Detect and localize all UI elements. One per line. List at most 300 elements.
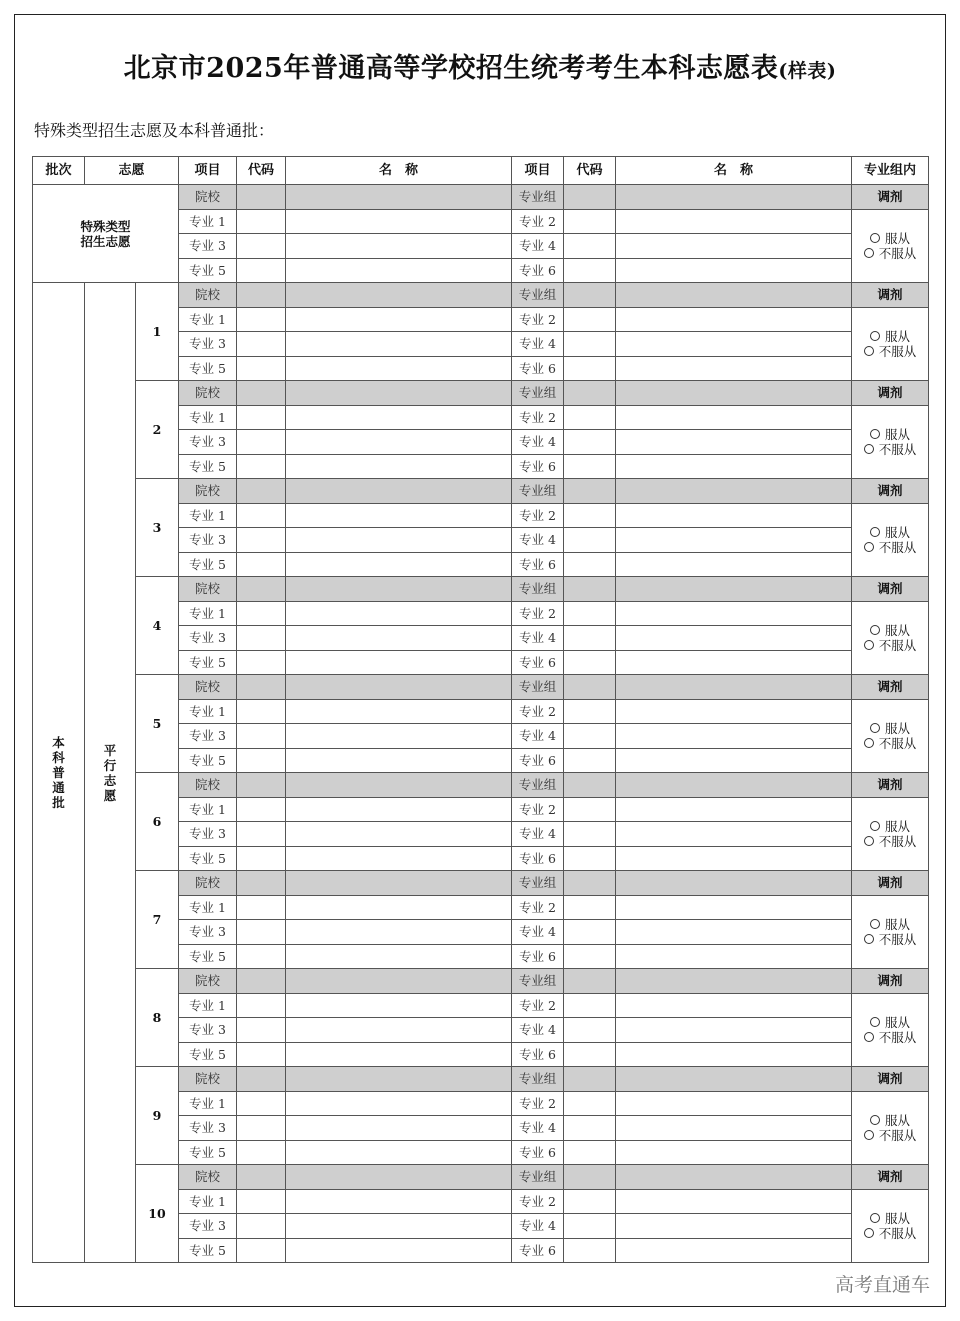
name-input-left[interactable] [286, 503, 512, 528]
name-input-right[interactable] [616, 601, 852, 626]
adjust-label: 调剂 [852, 969, 929, 994]
choice-number: 3 [136, 479, 179, 577]
name-input-right[interactable] [616, 846, 852, 871]
item-label-left: 专业 5 [179, 356, 237, 381]
radio-circle-icon[interactable] [870, 331, 880, 341]
header-batch: 批次 [33, 157, 85, 185]
option-not-obey[interactable] [852, 834, 928, 849]
choice-row [33, 969, 929, 994]
name-input-right[interactable] [616, 479, 852, 504]
batch-label [33, 283, 85, 1263]
name-input-left[interactable] [286, 234, 512, 259]
name-input-left[interactable] [286, 381, 512, 406]
name-input-left[interactable] [286, 479, 512, 504]
option-not-obey[interactable] [852, 638, 928, 653]
code-input-left[interactable] [237, 1091, 286, 1116]
code-input-left[interactable] [237, 1140, 286, 1165]
code-input-left[interactable] [237, 1165, 286, 1190]
option-not-obey[interactable] [852, 246, 928, 261]
name-input-left[interactable] [286, 1091, 512, 1116]
option-not-obey[interactable] [852, 344, 928, 359]
option-obey[interactable] [852, 427, 928, 442]
option-obey[interactable] [852, 917, 928, 932]
code-input-left[interactable] [237, 454, 286, 479]
name-input-right[interactable] [616, 797, 852, 822]
option-not-obey-label: 不服从 [878, 1127, 917, 1143]
option-not-obey-label: 不服从 [878, 931, 917, 947]
radio-circle-icon[interactable] [864, 1228, 874, 1238]
name-input-right[interactable] [616, 993, 852, 1018]
name-input-right[interactable] [616, 1165, 852, 1190]
item-label-left: 专业 1 [179, 601, 237, 626]
name-input-left[interactable] [286, 552, 512, 577]
item-label-left: 专业 5 [179, 454, 237, 479]
code-input-right[interactable] [564, 381, 616, 406]
code-input-right[interactable] [564, 1091, 616, 1116]
name-input-left[interactable] [286, 209, 512, 234]
choice-row [33, 1165, 929, 1190]
name-input-right[interactable] [616, 528, 852, 553]
code-input-right[interactable] [564, 479, 616, 504]
choice-number: 1 [136, 283, 179, 381]
item-label-right: 专业 6 [512, 650, 564, 675]
name-input-left[interactable] [286, 822, 512, 847]
adjust-label: 调剂 [852, 283, 929, 308]
name-input-left[interactable] [286, 969, 512, 994]
code-input-right[interactable] [564, 185, 616, 210]
name-input-left[interactable] [286, 1214, 512, 1239]
header-choice: 志愿 [85, 157, 179, 185]
name-input-left[interactable] [286, 283, 512, 308]
name-input-right[interactable] [616, 1018, 852, 1043]
option-not-obey[interactable] [852, 932, 928, 947]
name-input-left[interactable] [286, 846, 512, 871]
option-not-obey-label: 不服从 [878, 441, 917, 457]
section-subtitle: 特殊类型招生志愿及本科普通批： [34, 121, 275, 140]
option-not-obey[interactable] [852, 540, 928, 555]
code-input-right[interactable] [564, 993, 616, 1018]
name-input-left[interactable] [286, 773, 512, 798]
name-input-right[interactable] [616, 185, 852, 210]
code-input-right[interactable] [564, 1116, 616, 1141]
name-input-left[interactable] [286, 430, 512, 455]
option-not-obey-label: 不服从 [878, 245, 917, 261]
name-input-right[interactable] [616, 283, 852, 308]
option-not-obey[interactable] [852, 1030, 928, 1045]
item-label-left: 专业 3 [179, 626, 237, 651]
name-input-left[interactable] [286, 307, 512, 332]
name-input-left[interactable] [286, 797, 512, 822]
item-label-right: 专业 4 [512, 724, 564, 749]
name-input-right[interactable] [616, 381, 852, 406]
name-input-right[interactable] [616, 969, 852, 994]
name-input-right[interactable] [616, 650, 852, 675]
code-input-left[interactable] [237, 601, 286, 626]
item-label-left: 专业 3 [179, 332, 237, 357]
code-input-right[interactable] [564, 626, 616, 651]
item-label-right: 专业 6 [512, 748, 564, 773]
code-input-right[interactable] [564, 283, 616, 308]
name-input-left[interactable] [286, 528, 512, 553]
code-input-right[interactable] [564, 258, 616, 283]
code-input-left[interactable] [237, 577, 286, 602]
option-obey[interactable] [852, 1015, 928, 1030]
code-input-left[interactable] [237, 332, 286, 357]
code-input-left[interactable] [237, 650, 286, 675]
name-input-left[interactable] [286, 871, 512, 896]
code-input-right[interactable] [564, 748, 616, 773]
radio-circle-icon[interactable] [864, 248, 874, 258]
item-label-left: 专业 1 [179, 699, 237, 724]
code-input-left[interactable] [237, 822, 286, 847]
code-input-right[interactable] [564, 577, 616, 602]
code-input-right[interactable] [564, 1042, 616, 1067]
code-input-left[interactable] [237, 895, 286, 920]
code-input-right[interactable] [564, 601, 616, 626]
code-input-right[interactable] [564, 920, 616, 945]
item-label-right: 专业组 [512, 577, 564, 602]
item-label-right: 专业 2 [512, 699, 564, 724]
code-input-right[interactable] [564, 871, 616, 896]
choice-row [33, 773, 929, 798]
radio-circle-icon[interactable] [870, 1115, 880, 1125]
option-obey-label: 服从 [885, 818, 911, 834]
name-input-left[interactable] [286, 675, 512, 700]
code-input-left[interactable] [237, 846, 286, 871]
item-label-left: 专业 3 [179, 1018, 237, 1043]
header-name-right: 名 称 [616, 157, 852, 185]
item-label-left: 院校 [179, 675, 237, 700]
name-input-right[interactable] [616, 209, 852, 234]
name-input-left[interactable] [286, 626, 512, 651]
name-input-right[interactable] [616, 258, 852, 283]
name-input-left[interactable] [286, 650, 512, 675]
choice-row [33, 675, 929, 700]
name-input-right[interactable] [616, 1042, 852, 1067]
item-label-left: 专业 1 [179, 209, 237, 234]
radio-circle-icon[interactable] [870, 233, 880, 243]
code-input-right[interactable] [564, 846, 616, 871]
code-input-right[interactable] [564, 234, 616, 259]
name-input-right[interactable] [616, 895, 852, 920]
radio-circle-icon[interactable] [870, 625, 880, 635]
code-input-left[interactable] [237, 1042, 286, 1067]
name-input-left[interactable] [286, 920, 512, 945]
name-input-left[interactable] [286, 454, 512, 479]
batch-label-char: 批 [52, 795, 65, 810]
name-input-right[interactable] [616, 234, 852, 259]
radio-circle-icon[interactable] [864, 444, 874, 454]
name-input-left[interactable] [286, 1042, 512, 1067]
name-input-left[interactable] [286, 724, 512, 749]
name-input-right[interactable] [616, 1238, 852, 1263]
item-label-right: 专业组 [512, 871, 564, 896]
adjust-options [852, 209, 929, 283]
option-obey[interactable] [852, 819, 928, 834]
name-input-right[interactable] [616, 724, 852, 749]
adjust-options [852, 797, 929, 871]
item-label-left: 专业 5 [179, 1140, 237, 1165]
code-input-left[interactable] [237, 1214, 286, 1239]
choice-number: 2 [136, 381, 179, 479]
item-label-left: 专业 3 [179, 234, 237, 259]
name-input-right[interactable] [616, 503, 852, 528]
name-input-left[interactable] [286, 405, 512, 430]
name-input-left[interactable] [286, 993, 512, 1018]
name-input-right[interactable] [616, 1067, 852, 1092]
name-input-left[interactable] [286, 1116, 512, 1141]
adjust-options [852, 503, 929, 577]
item-label-left: 专业 1 [179, 503, 237, 528]
radio-circle-icon[interactable] [864, 1130, 874, 1140]
code-input-left[interactable] [237, 1018, 286, 1043]
name-input-left[interactable] [286, 944, 512, 969]
name-input-left[interactable] [286, 356, 512, 381]
name-input-right[interactable] [616, 822, 852, 847]
option-obey[interactable] [852, 721, 928, 736]
name-input-right[interactable] [616, 552, 852, 577]
item-label-left: 专业 5 [179, 258, 237, 283]
code-input-left[interactable] [237, 234, 286, 259]
name-input-right[interactable] [616, 871, 852, 896]
code-input-right[interactable] [564, 1067, 616, 1092]
name-input-left[interactable] [286, 1018, 512, 1043]
item-label-right: 专业 6 [512, 846, 564, 871]
name-input-right[interactable] [616, 356, 852, 381]
code-input-left[interactable] [237, 405, 286, 430]
item-label-right: 专业 4 [512, 626, 564, 651]
name-input-left[interactable] [286, 577, 512, 602]
name-input-left[interactable] [286, 258, 512, 283]
code-input-right[interactable] [564, 699, 616, 724]
option-not-obey[interactable] [852, 736, 928, 751]
special-row [33, 185, 929, 210]
batch-label-char: 本 [52, 735, 65, 750]
code-input-right[interactable] [564, 773, 616, 798]
header-code-right: 代码 [564, 157, 616, 185]
item-label-right: 专业 4 [512, 528, 564, 553]
name-input-right[interactable] [616, 748, 852, 773]
radio-circle-icon[interactable] [864, 542, 874, 552]
name-input-right[interactable] [616, 307, 852, 332]
option-obey[interactable] [852, 329, 928, 344]
radio-circle-icon[interactable] [870, 1017, 880, 1027]
item-label-right: 专业组 [512, 479, 564, 504]
choice-number: 5 [136, 675, 179, 773]
code-input-left[interactable] [237, 748, 286, 773]
name-input-left[interactable] [286, 601, 512, 626]
name-input-right[interactable] [616, 773, 852, 798]
code-input-left[interactable] [237, 528, 286, 553]
item-label-right: 专业 4 [512, 332, 564, 357]
name-input-right[interactable] [616, 1116, 852, 1141]
name-input-right[interactable] [616, 577, 852, 602]
item-label-left: 专业 3 [179, 920, 237, 945]
radio-circle-icon[interactable] [870, 723, 880, 733]
item-label-right: 专业组 [512, 381, 564, 406]
radio-circle-icon[interactable] [864, 836, 874, 846]
code-input-right[interactable] [564, 332, 616, 357]
item-label-right: 专业 6 [512, 1140, 564, 1165]
code-input-left[interactable] [237, 185, 286, 210]
name-input-left[interactable] [286, 1140, 512, 1165]
code-input-left[interactable] [237, 307, 286, 332]
code-input-right[interactable] [564, 724, 616, 749]
option-obey[interactable] [852, 623, 928, 638]
code-input-right[interactable] [564, 895, 616, 920]
item-label-left: 专业 3 [179, 528, 237, 553]
code-input-left[interactable] [237, 1067, 286, 1092]
radio-circle-icon[interactable] [864, 738, 874, 748]
option-not-obey-label: 不服从 [878, 833, 917, 849]
name-input-right[interactable] [616, 699, 852, 724]
code-input-left[interactable] [237, 1189, 286, 1214]
code-input-right[interactable] [564, 1214, 616, 1239]
code-input-right[interactable] [564, 675, 616, 700]
code-input-right[interactable] [564, 503, 616, 528]
code-input-left[interactable] [237, 258, 286, 283]
code-input-left[interactable] [237, 381, 286, 406]
option-not-obey-label: 不服从 [878, 637, 917, 653]
name-input-left[interactable] [286, 895, 512, 920]
choice-number: 8 [136, 969, 179, 1067]
code-input-right[interactable] [564, 1018, 616, 1043]
option-obey[interactable] [852, 1211, 928, 1226]
name-input-right[interactable] [616, 626, 852, 651]
option-not-obey[interactable] [852, 442, 928, 457]
code-input-left[interactable] [237, 356, 286, 381]
option-obey-label: 服从 [885, 720, 911, 736]
option-obey-label: 服从 [885, 230, 911, 246]
name-input-right[interactable] [616, 1214, 852, 1239]
choice-row [33, 577, 929, 602]
code-input-left[interactable] [237, 1116, 286, 1141]
name-input-right[interactable] [616, 332, 852, 357]
name-input-left[interactable] [286, 748, 512, 773]
code-input-left[interactable] [237, 699, 286, 724]
header-within-group: 专业组内 [852, 157, 929, 185]
code-input-right[interactable] [564, 356, 616, 381]
code-input-left[interactable] [237, 993, 286, 1018]
option-obey-label: 服从 [885, 622, 911, 638]
code-input-right[interactable] [564, 552, 616, 577]
name-input-left[interactable] [286, 1165, 512, 1190]
option-obey[interactable] [852, 525, 928, 540]
name-input-right[interactable] [616, 944, 852, 969]
item-label-left: 专业 1 [179, 1091, 237, 1116]
code-input-left[interactable] [237, 797, 286, 822]
name-input-left[interactable] [286, 1067, 512, 1092]
code-input-left[interactable] [237, 871, 286, 896]
code-input-left[interactable] [237, 209, 286, 234]
code-input-right[interactable] [564, 430, 616, 455]
code-input-right[interactable] [564, 969, 616, 994]
item-label-left: 院校 [179, 773, 237, 798]
code-input-left[interactable] [237, 552, 286, 577]
radio-circle-icon[interactable] [864, 1032, 874, 1042]
code-input-left[interactable] [237, 969, 286, 994]
code-input-left[interactable] [237, 626, 286, 651]
code-input-right[interactable] [564, 1238, 616, 1263]
form-title-suffix: (样表) [778, 60, 837, 82]
radio-circle-icon[interactable] [864, 934, 874, 944]
name-input-right[interactable] [616, 1091, 852, 1116]
code-input-right[interactable] [564, 307, 616, 332]
name-input-left[interactable] [286, 1189, 512, 1214]
radio-circle-icon[interactable] [864, 346, 874, 356]
name-input-right[interactable] [616, 405, 852, 430]
code-input-right[interactable] [564, 797, 616, 822]
name-input-right[interactable] [616, 430, 852, 455]
special-type-label [33, 185, 179, 283]
name-input-right[interactable] [616, 920, 852, 945]
item-label-right: 专业 4 [512, 430, 564, 455]
code-input-right[interactable] [564, 405, 616, 430]
item-label-left: 专业 1 [179, 405, 237, 430]
name-input-left[interactable] [286, 1238, 512, 1263]
radio-circle-icon[interactable] [870, 821, 880, 831]
option-obey-label: 服从 [885, 916, 911, 932]
item-label-right: 专业 4 [512, 1116, 564, 1141]
code-input-left[interactable] [237, 503, 286, 528]
code-input-right[interactable] [564, 454, 616, 479]
option-not-obey[interactable] [852, 1128, 928, 1143]
code-input-left[interactable] [237, 675, 286, 700]
code-input-left[interactable] [237, 430, 286, 455]
radio-circle-icon[interactable] [870, 429, 880, 439]
adjust-label: 调剂 [852, 1165, 929, 1190]
code-input-left[interactable] [237, 479, 286, 504]
option-obey[interactable] [852, 231, 928, 246]
code-input-right[interactable] [564, 822, 616, 847]
code-input-left[interactable] [237, 283, 286, 308]
code-input-right[interactable] [564, 528, 616, 553]
table-body [33, 157, 929, 1263]
radio-circle-icon[interactable] [864, 640, 874, 650]
option-obey[interactable] [852, 1113, 928, 1128]
option-not-obey[interactable] [852, 1226, 928, 1241]
adjust-label: 调剂 [852, 675, 929, 700]
parallel-label-char: 志 [103, 772, 117, 788]
header-code-left: 代码 [237, 157, 286, 185]
code-input-right[interactable] [564, 209, 616, 234]
item-label-right: 专业 6 [512, 258, 564, 283]
code-input-left[interactable] [237, 773, 286, 798]
form-title-main: 北京市2025年普通高等学校招生统考考生本科志愿表 [123, 53, 779, 84]
code-input-left[interactable] [237, 944, 286, 969]
name-input-right[interactable] [616, 1140, 852, 1165]
radio-circle-icon[interactable] [870, 527, 880, 537]
code-input-left[interactable] [237, 1238, 286, 1263]
name-input-right[interactable] [616, 675, 852, 700]
name-input-left[interactable] [286, 185, 512, 210]
name-input-left[interactable] [286, 332, 512, 357]
radio-circle-icon[interactable] [870, 1213, 880, 1223]
item-label-left: 专业 1 [179, 307, 237, 332]
radio-circle-icon[interactable] [870, 919, 880, 929]
item-label-left: 专业 1 [179, 993, 237, 1018]
name-input-right[interactable] [616, 454, 852, 479]
code-input-right[interactable] [564, 1189, 616, 1214]
name-input-left[interactable] [286, 699, 512, 724]
name-input-right[interactable] [616, 1189, 852, 1214]
code-input-left[interactable] [237, 724, 286, 749]
code-input-right[interactable] [564, 1140, 616, 1165]
code-input-right[interactable] [564, 650, 616, 675]
code-input-right[interactable] [564, 1165, 616, 1190]
code-input-left[interactable] [237, 920, 286, 945]
code-input-right[interactable] [564, 944, 616, 969]
